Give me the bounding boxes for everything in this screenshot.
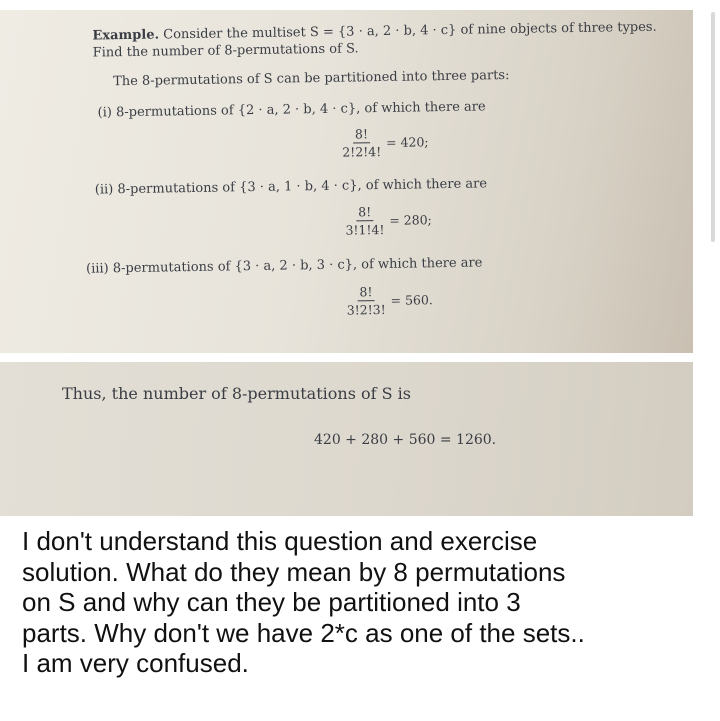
textbook-photo-2	[0, 362, 693, 516]
part-1-numerator: 8!	[353, 126, 370, 143]
example-question: Find the number of 8-permutations of S.	[92, 41, 359, 61]
comment-line-1: I don't understand this question and exercise	[22, 526, 538, 556]
part-3-formula	[346, 283, 433, 317]
part-3-numerator: 8!	[357, 284, 374, 301]
part-3-text: (iii) 8-permutations of {3 · a, 2 · b, 3 · c}, of which there are	[85, 255, 483, 277]
conclusion-text: Thus, the number of 8-permutations of S is	[62, 384, 412, 403]
example-label: Example.	[92, 27, 160, 44]
part-2-result: = 280;	[389, 212, 432, 228]
part-2-text: (ii) 8-permutations of {3 · a, 1 · b, 4 · c}, of which there are	[94, 176, 488, 198]
part-2-numerator: 8!	[356, 204, 373, 221]
scrollbar-thumb[interactable]	[711, 12, 715, 242]
part-3-denominator: 3!2!3!	[346, 301, 386, 318]
comment-line-5: I am very confused.	[22, 648, 249, 678]
part-2-formula	[345, 203, 432, 237]
comment-line-2: solution. What do they mean by 8 permutations	[22, 556, 566, 587]
part-3-result: = 560.	[390, 292, 433, 308]
comment-line-4: parts. Why don't we have 2*c as one of the sets..	[22, 617, 585, 648]
user-comment	[22, 526, 702, 679]
part-1-text: (i) 8-permutations of {2 · a, 2 · b, 4 · c}, of which there are	[97, 99, 486, 121]
example-text: Consider the multiset S = {3 · a, 2 · b, 4 · c} of nine objects of three types.	[163, 19, 657, 43]
comment-line-3: on S and why can they be partitioned into 3	[22, 587, 521, 617]
textbook-page	[0, 10, 693, 353]
part-1-denominator: 2!2!4!	[342, 144, 382, 160]
part-1-result: = 420;	[385, 134, 429, 150]
part-2-denominator: 3!1!4!	[345, 221, 385, 238]
partition-intro: The 8-permutations of S can be partitioned into three parts:	[113, 68, 510, 90]
example-intro	[92, 20, 657, 45]
part-1-formula	[342, 125, 429, 159]
textbook-photo-1	[0, 10, 693, 353]
sum-equation: 420 + 280 + 560 = 1260.	[314, 432, 497, 448]
